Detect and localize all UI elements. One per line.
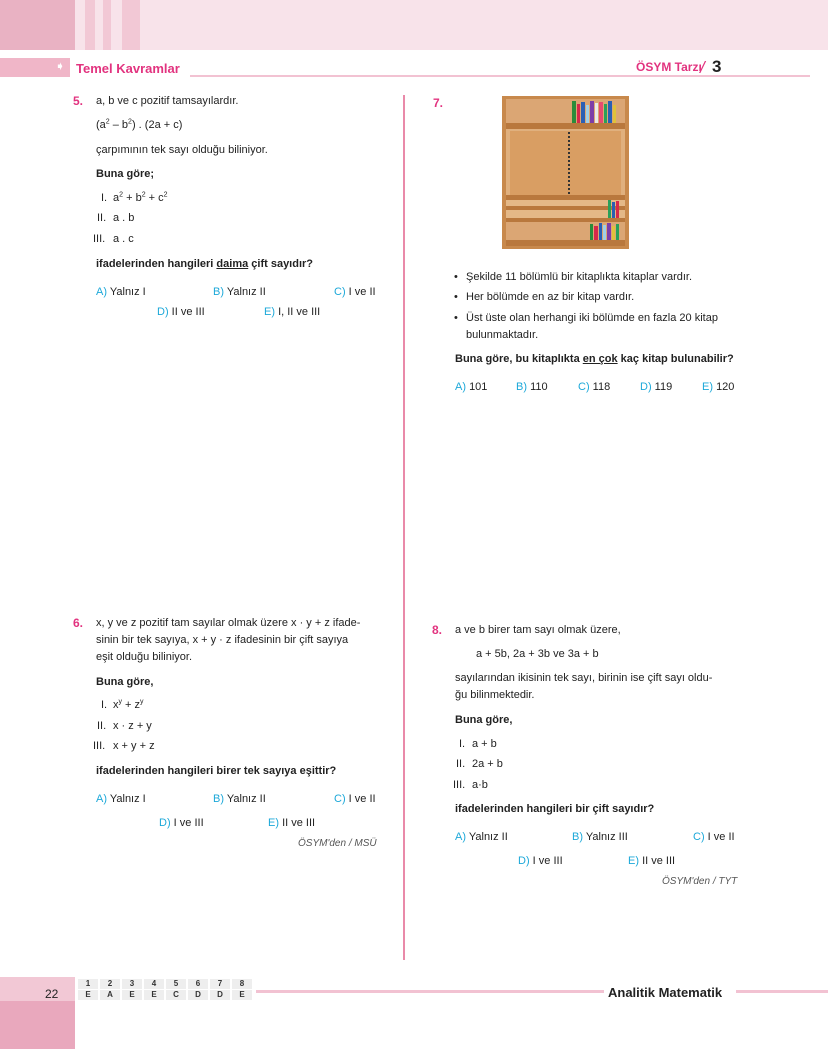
statement-3-num: III. — [453, 779, 466, 791]
option-b[interactable]: B) Yalnız III — [572, 831, 628, 843]
statement-2-num: II. — [456, 758, 466, 770]
answer-key-question: 6 — [188, 979, 208, 989]
statement-3-num: III. — [93, 740, 106, 752]
footer-page-bar — [0, 977, 75, 1001]
answer-key-question: 1 — [78, 979, 98, 989]
source-label: ÖSYM'den / MSÜ — [298, 838, 377, 849]
option-c[interactable]: C) 118 — [578, 381, 611, 393]
option-c[interactable]: C) I ve II — [693, 831, 735, 843]
statement-3: a . c — [113, 233, 134, 245]
option-e[interactable]: E) II ve III — [628, 855, 676, 867]
footer-rule — [256, 990, 604, 993]
answer-key-answer: E — [78, 990, 98, 1000]
statement-2-num: II. — [97, 720, 107, 732]
option-a[interactable]: A) Yalnız II — [455, 831, 508, 843]
statement-1-num: I. — [101, 699, 108, 711]
top-stripe — [85, 0, 95, 50]
buna-gore: Buna göre, — [455, 714, 513, 726]
statement-1: a + b — [472, 738, 497, 750]
top-stripe — [122, 0, 140, 50]
question-text: sinin bir tek sayıya, x + y · z ifadesinin bir çift sayıya — [96, 634, 349, 646]
statement-1: $x^y + z^y$ — [113, 698, 144, 711]
statement-1: $a^2 + b^2 + c^2$ — [113, 191, 168, 204]
arrow-icon: ➧ — [55, 59, 66, 73]
expression: a + 5b, 2a + 3b ve 3a + b — [476, 648, 599, 660]
answer-key-answer: D — [188, 990, 208, 1000]
footer-rule — [736, 990, 828, 993]
series-label: ÖSYM Tarzı — [636, 60, 702, 74]
statement-2: a . b — [113, 212, 135, 224]
option-c[interactable]: C) I ve II — [334, 793, 376, 805]
brand-name: Analitik Matematik — [608, 985, 723, 1000]
option-e[interactable]: E) 120 — [702, 381, 735, 393]
header-slash: / — [700, 58, 705, 77]
option-e[interactable]: E) II ve III — [268, 817, 316, 829]
bookshelf-image — [502, 96, 629, 249]
option-b[interactable]: B) Yalnız II — [213, 793, 266, 805]
statement-1-num: I. — [101, 192, 108, 204]
question-text: çarpımının tek sayı olduğu biliniyor. — [96, 144, 268, 156]
question-text: a ve b birer tam sayı olmak üzere, — [455, 624, 621, 636]
question-text: ğu bilinmektedir. — [455, 689, 535, 701]
question-prompt: ifadelerinden hangileri daima çift sayıdır? — [96, 258, 314, 270]
option-b[interactable]: B) 110 — [516, 381, 548, 393]
question-prompt: ifadelerinden hangileri birer tek sayıya eşittir? — [96, 765, 337, 777]
option-a[interactable]: A) 101 — [455, 381, 488, 393]
statement-3: a·b — [472, 779, 488, 791]
statement-3: x + y + z — [113, 740, 155, 752]
bullet-3-cont: bulunmaktadır. — [466, 329, 539, 341]
buna-gore: Buna göre; — [96, 168, 155, 180]
question-number: 6. — [73, 616, 84, 630]
answer-key-answer: E — [122, 990, 142, 1000]
option-c[interactable]: C) I ve II — [334, 286, 376, 298]
statement-3-num: III. — [93, 233, 106, 245]
expression: $(a^2 - b^2)$ . (2a + c) — [96, 118, 183, 131]
option-d[interactable]: D) I ve III — [159, 817, 204, 829]
answer-key-question: 8 — [232, 979, 252, 989]
question-prompt: Buna göre, bu kitaplıkta en çok kaç kitap bulunabilir? — [455, 353, 734, 365]
question-text: sayılarından ikisinin tek sayı, birinin ise çift sayı oldu- — [455, 672, 713, 684]
question-text: eşit olduğu biliniyor. — [96, 651, 193, 663]
statement-1-num: I. — [459, 738, 466, 750]
column-divider — [403, 95, 405, 960]
top-stripe — [103, 0, 111, 50]
answer-key-question: 5 — [166, 979, 186, 989]
answer-key-answer: D — [210, 990, 230, 1000]
answer-key-question: 4 — [144, 979, 164, 989]
answer-key-answer: C — [166, 990, 186, 1000]
source-label: ÖSYM'den / TYT — [662, 876, 738, 887]
answer-key-question: 2 — [100, 979, 120, 989]
question-text: a, b ve c pozitif tamsayılardır. — [96, 95, 239, 107]
top-corner-block — [0, 0, 75, 50]
buna-gore: Buna göre, — [96, 676, 154, 688]
statement-2: 2a + b — [472, 758, 503, 770]
option-e[interactable]: E) I, II ve III — [264, 306, 321, 318]
question-text: x, y ve z pozitif tam sayılar olmak üzere x · y + z ifade- — [96, 617, 361, 629]
test-number: 3 — [712, 57, 722, 76]
question-number: 5. — [73, 94, 84, 108]
answer-key-answer: E — [232, 990, 252, 1000]
page-number: 22 — [45, 987, 59, 1001]
statement-2-num: II. — [97, 212, 107, 224]
question-prompt: ifadelerinden hangileri bir çift sayıdır? — [455, 803, 655, 815]
bullet-1: • Şekilde 11 bölümlü bir kitaplıkta kitaplar vardır. — [466, 270, 692, 284]
answer-key-answer: E — [144, 990, 164, 1000]
answer-key-answer: A — [100, 990, 120, 1000]
statement-2: x · z + y — [113, 720, 152, 732]
question-number: 8. — [432, 623, 443, 637]
answer-key-question: 7 — [210, 979, 230, 989]
option-d[interactable]: D) I ve III — [518, 855, 563, 867]
option-a[interactable]: A) Yalnız I — [96, 286, 146, 298]
section-title: Temel Kavramlar — [76, 61, 180, 76]
option-a[interactable]: A) Yalnız I — [96, 793, 146, 805]
bullet-3: • Üst üste olan herhangi iki bölümde en fazla 20 kitap — [466, 311, 718, 325]
question-number: 7. — [433, 96, 444, 110]
answer-key-question: 3 — [122, 979, 142, 989]
option-b[interactable]: B) Yalnız II — [213, 286, 266, 298]
option-d[interactable]: D) 119 — [640, 381, 673, 393]
bullet-2: • Her bölümde en az bir kitap vardır. — [466, 290, 634, 304]
option-d[interactable]: D) II ve III — [157, 306, 205, 318]
